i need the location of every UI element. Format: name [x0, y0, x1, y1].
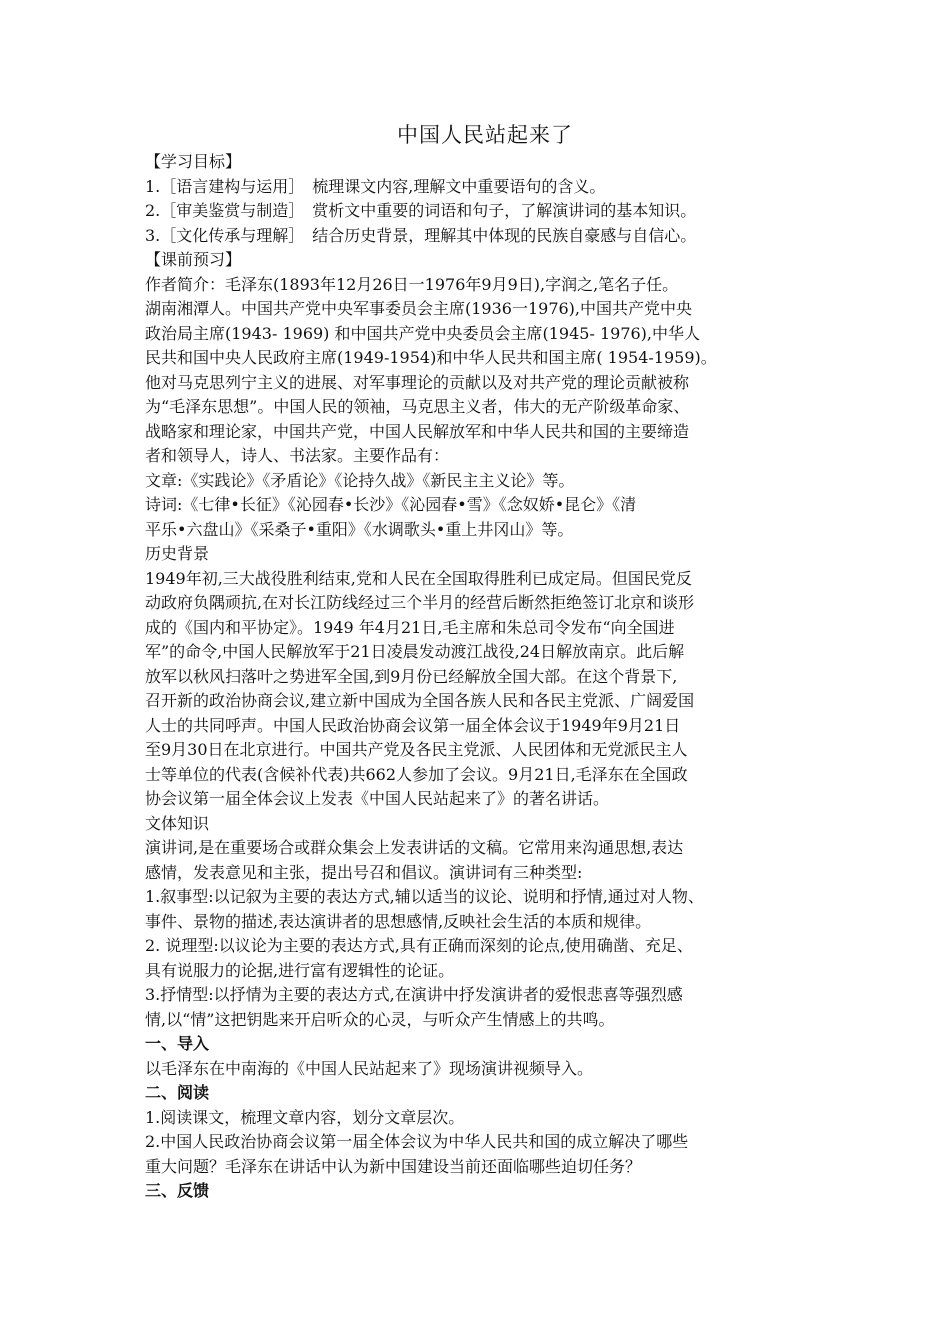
text-line: 平乐•六盘山》《采桑子•重阳》《水调歌头•重上井冈山》等。	[145, 519, 574, 539]
document-page	[145, 120, 825, 1204]
text-line: 1.叙事型:以记叙为主要的表达方式,辅以适当的议论、说明和抒情,通过对人物、	[145, 887, 704, 906]
text-line: 2.［审美鉴赏与制造］ 赏析文中重要的词语和句子，了解演讲词的基本知识。	[145, 201, 697, 220]
text-line: 【课前预习】	[145, 250, 242, 269]
text-line: 诗词:《七律•长征》《沁园春•长沙》《沁园春•雪》《念奴娇•昆仑》《清	[145, 495, 637, 514]
text-line: 动政府负隅顽抗,在对长江防线经过三个半月的经营后断然拒绝签订北京和谈形	[145, 593, 695, 612]
text-line: 放军以秋风扫落叶之势进军全国,到9月份已经解放全国大部。在这个背景下,	[145, 666, 678, 686]
text-line: 他对马克思列宁主义的进展、对军事理论的贡献以及对共产党的理论贡献被称	[145, 372, 690, 392]
document-body	[145, 150, 825, 1204]
text-line: 感情，发表意见和主张，提出号召和倡议。演讲词有三种类型:	[145, 862, 583, 882]
text-line: 政治局主席(1943- 1969) 和中国共产党中央委员会主席(1945- 1976),中华人	[145, 323, 701, 343]
text-line: 演讲词,是在重要场合或群众集会上发表讲话的文稿。它常用来沟通思想,表达	[145, 838, 684, 857]
text-line: 文体知识	[145, 813, 210, 833]
text-line: 士等单位的代表(含候补代表)共662人参加了会议。9月21日,毛泽东在全国政	[145, 764, 688, 784]
text-line: 文章:《实践论》《矛盾论》《论持久战》《新民主主义论》等。	[145, 470, 575, 490]
text-line: 3.［文化传承与理解］ 结合历史背景，理解其中体现的民族自豪感与自信心。	[145, 225, 697, 245]
text-line: 人士的共同呼声。中国人民政治协商会议第一届全体会议于1949年9月21日	[145, 715, 681, 735]
text-line: 3.抒情型:以抒情为主要的表达方式,在演讲中抒发演讲者的爱恨悲喜等强烈感	[145, 985, 683, 1004]
text-line: 重大问题？毛泽东在讲话中认为新中国建设当前还面临哪些迫切任务？	[145, 1156, 642, 1176]
text-line: 为“毛泽东思想”。中国人民的领袖，马克思主义者，伟大的无产阶级革命家、	[145, 397, 690, 416]
text-line: 军”的命令,中国人民解放军于21日凌晨发动渡江战役,24日解放南京。此后解	[145, 642, 685, 661]
text-line: 至9月30日在北京进行。中国共产党及各民主党派、人民团体和无党派民主人	[145, 740, 688, 759]
text-line: 2. 说理型:以议论为主要的表达方式,具有正确而深刻的论点,使用确凿、充足、	[145, 936, 693, 955]
text-line: 1.阅读课文，梳理文章内容，划分文章层次。	[145, 1107, 465, 1127]
text-line: 具有说服力的论据,进行富有逻辑性的论证。	[145, 960, 455, 980]
text-line: 民共和国中央人民政府主席(1949-1954)和中华人民共和国主席( 1954-1959)。	[145, 348, 717, 367]
text-line: 以毛泽东在中南海的《中国人民站起来了》现场演讲视频导入。	[145, 1058, 594, 1078]
text-line: 历史背景	[145, 544, 210, 563]
text-line: 战略家和理论家，中国共产党，中国人民解放军和中华人民共和国的主要缔造	[145, 421, 690, 441]
text-line: 协会议第一届全体会议上发表《中国人民站起来了》的著名讲话。	[145, 789, 610, 808]
text-line: 湖南湘潭人。中国共产党中央军事委员会主席(1936一1976),中国共产党中央	[145, 299, 693, 318]
text-line: 1949年初,三大战役胜利结束,党和人民在全国取得胜利已成定局。但国民党反	[145, 568, 692, 588]
text-line: 召开新的政治协商会议,建立新中国成为全国各族人民和各民主党派、广阔爱国	[145, 691, 695, 710]
text-line: 情,以“情”这把钥匙来开启听众的心灵，与听众产生情感上的共鸣。	[145, 1009, 615, 1029]
text-line: 者和领导人，诗人、书法家。主要作品有：	[145, 446, 450, 465]
section-heading: 二、阅读	[145, 1083, 210, 1102]
text-line: 1.［语言建构与运用］ 梳理课文内容,理解文中重要语句的含义。	[145, 176, 606, 196]
section-heading: 三、反馈	[145, 1181, 210, 1200]
text-line: 成的《国内和平协定》。1949 年4月21日,毛主席和朱总司令发布“向全国进	[145, 617, 675, 637]
text-line: 作者简介：毛泽东(1893年12月26日一1976年9月9日),字润之,笔名子任。	[145, 274, 679, 294]
section-heading: 一、导入	[145, 1034, 210, 1053]
text-line: 事件、景物的描述,表达演讲者的思想感情,反映社会生活的本质和规律。	[145, 911, 652, 931]
text-line: 【学习目标】	[145, 152, 242, 171]
text-line: 2.中国人民政治协商会议第一届全体会议为中华人民共和国的成立解决了哪些	[145, 1132, 689, 1151]
document-title: 中国人民站起来了	[397, 123, 573, 147]
